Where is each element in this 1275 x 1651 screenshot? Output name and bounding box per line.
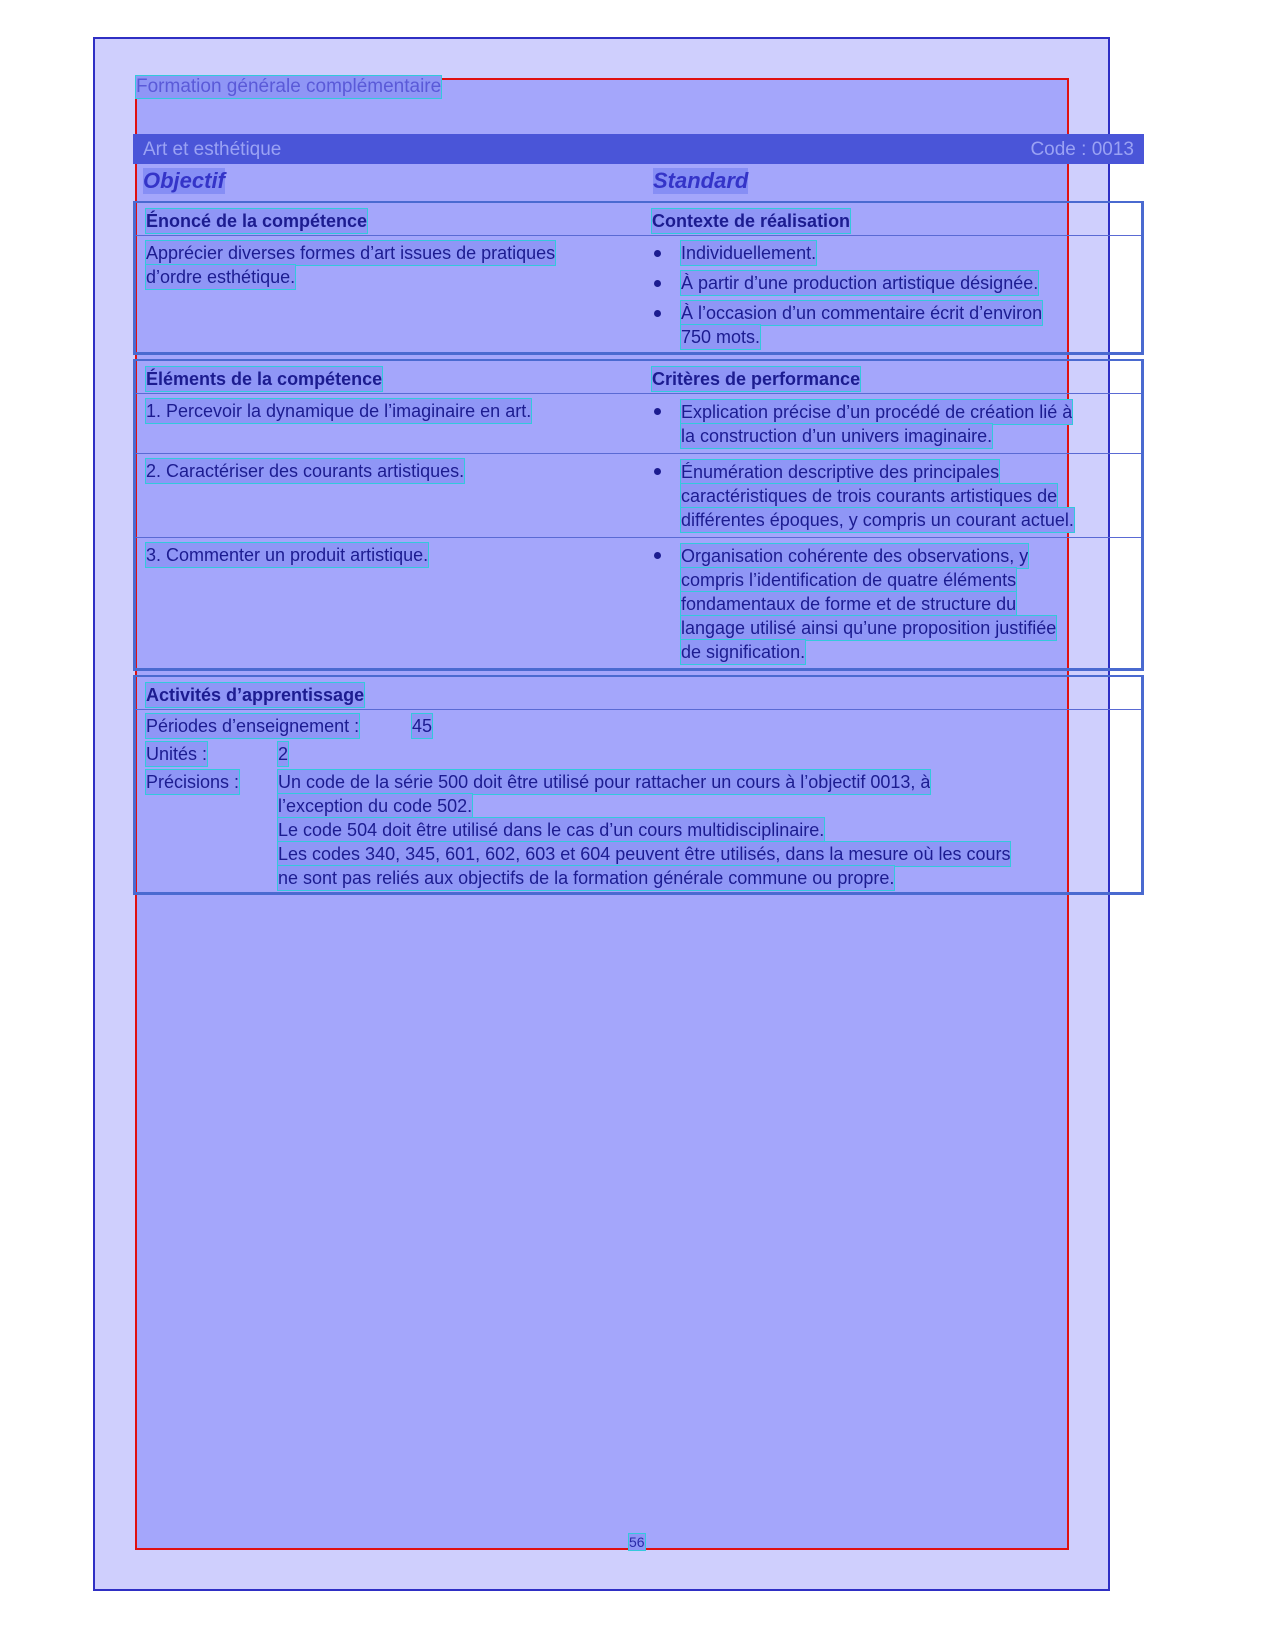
- criteria-heading: Critères de performance: [652, 369, 861, 389]
- units-label: Unités :: [146, 744, 208, 764]
- competence-box: [133, 201, 1144, 355]
- course-title: Art et esthétique: [143, 139, 282, 160]
- criteria-line: fondamentaux de forme et de structure du: [681, 594, 1017, 614]
- context-heading: Contexte de réalisation: [652, 211, 851, 231]
- criteria-line: Explication précise d’un procédé de création lié à: [681, 402, 1073, 422]
- units-value: 2: [278, 744, 289, 764]
- periods-label: Périodes d’enseignement :: [146, 716, 360, 736]
- elements-heading: Éléments de la compétence: [146, 369, 383, 389]
- element-item: 3. Commenter un produit artistique.: [146, 545, 429, 565]
- criteria-line: compris l’identification de quatre éléments: [681, 570, 1017, 590]
- code-label: Code :: [1030, 139, 1087, 160]
- precisions-line: ne sont pas reliés aux objectifs de la formation générale commune ou propre.: [278, 868, 895, 888]
- criteria-line: langage utilisé ainsi qu’une proposition justifiée: [681, 618, 1057, 638]
- precisions-line: l’exception du code 502.: [278, 796, 473, 816]
- competence-statement-line: d’ordre esthétique.: [146, 267, 296, 287]
- divider: [136, 537, 1141, 538]
- course-title-band: [133, 134, 1144, 164]
- element-item: 2. Caractériser des courants artistiques.: [146, 461, 465, 481]
- bullet-icon: [654, 408, 661, 415]
- section-title: Formation générale complémentaire: [136, 76, 442, 97]
- bullet-icon: [654, 468, 661, 475]
- competence-heading: Énoncé de la compétence: [146, 211, 368, 231]
- bullet-icon: [654, 552, 661, 559]
- divider: [136, 235, 1141, 236]
- divider: [136, 393, 1141, 394]
- objective-column-header: Objectif: [143, 168, 225, 193]
- page-number: 56: [629, 1534, 645, 1550]
- divider: [136, 453, 1141, 454]
- activities-heading: Activités d’apprentissage: [146, 685, 365, 705]
- criteria-line: différentes époques, y compris un courant actuel.: [681, 510, 1074, 530]
- divider: [136, 709, 1141, 710]
- code-value: 0013: [1091, 139, 1134, 160]
- standard-column-header: Standard: [653, 168, 749, 193]
- bullet-icon: [654, 250, 661, 257]
- criteria-line: la construction d’un univers imaginaire.: [681, 426, 993, 446]
- precisions-label: Précisions :: [146, 772, 240, 792]
- precisions-line: Un code de la série 500 doit être utilisé pour rattacher un cours à l’objectif 0013, à: [278, 772, 931, 792]
- criteria-line: caractéristiques de trois courants artistiques de: [681, 486, 1058, 506]
- bullet-icon: [654, 310, 661, 317]
- elements-box: [133, 359, 1144, 671]
- competence-statement-line: Apprécier diverses formes d’art issues de pratiques: [146, 243, 556, 263]
- context-item: Individuellement.: [681, 243, 817, 263]
- criteria-line: Organisation cohérente des observations, y: [681, 546, 1029, 566]
- course-code: [1030, 139, 1134, 161]
- context-item: À partir d’une production artistique désignée.: [681, 273, 1039, 293]
- precisions-line: Le code 504 doit être utilisé dans le cas d’un cours multidisciplinaire.: [278, 820, 825, 840]
- criteria-line: Énumération descriptive des principales: [681, 462, 1000, 482]
- bullet-icon: [654, 280, 661, 287]
- activities-box: [133, 675, 1144, 895]
- periods-value: 45: [412, 716, 433, 736]
- element-item: 1. Percevoir la dynamique de l’imaginaire en art.: [146, 401, 532, 421]
- context-item: 750 mots.: [681, 327, 761, 347]
- context-item: À l’occasion d’un commentaire écrit d’environ: [681, 303, 1043, 323]
- criteria-line: de signification.: [681, 642, 806, 662]
- precisions-line: Les codes 340, 345, 601, 602, 603 et 604 peuvent être utilisés, dans la mesure où les cours: [278, 844, 1011, 864]
